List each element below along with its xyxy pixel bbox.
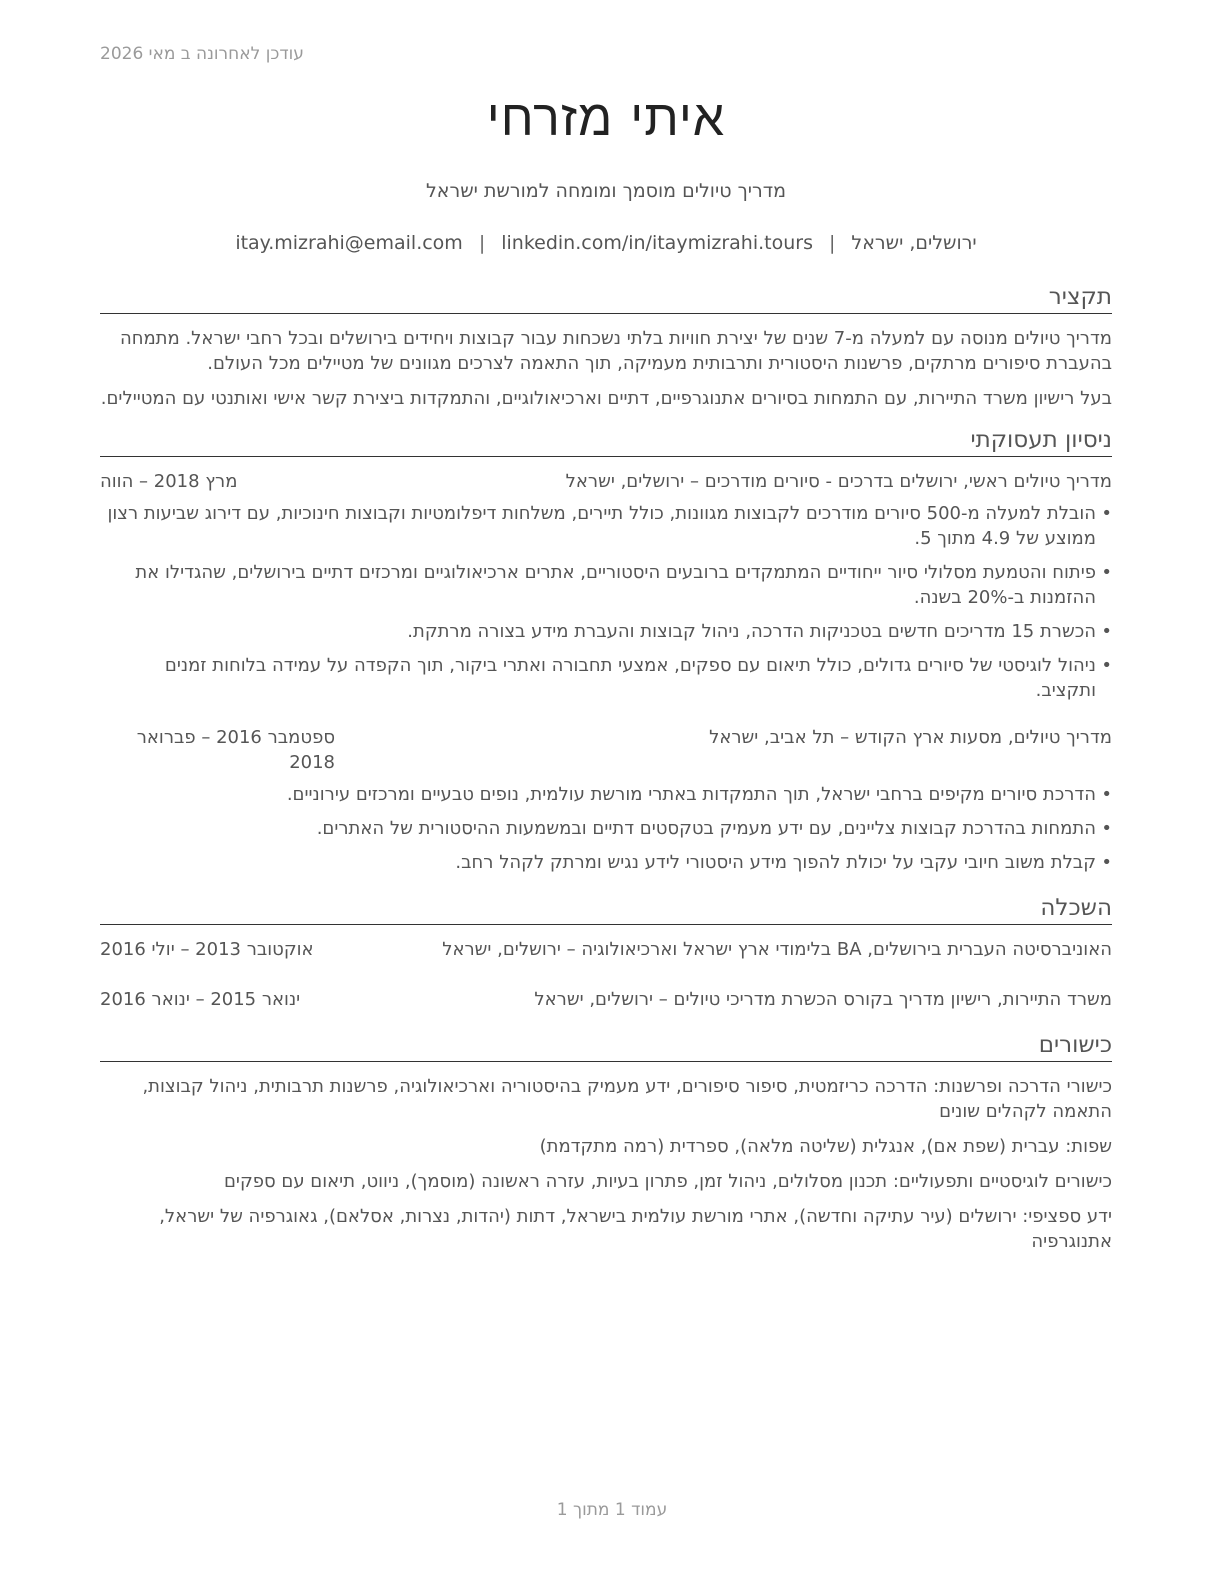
contact-location: ירושלים, ישראל [851, 232, 977, 254]
job-bullets [100, 501, 1112, 703]
job-bullet: • הדרכת סיורים מקיפים ברחבי ישראל, תוך התמקדות באתרי מורשת עולמית, נופים טבעיים ומרכזים עירוניים. [100, 782, 1112, 807]
skill-line: כישורי הדרכה ופרשנות: הדרכה כריזמטית, סיפור סיפורים, ידע מעמיק בהיסטוריה וארכיאולוגיה, פרשנות תרבותית, ניהול קבוצות, התאמה לקהלים שונים [142, 1076, 1112, 1122]
skill-line: כישורים לוגיסטיים ותפעוליים: תכנון מסלולים, ניהול זמן, פתרון בעיות, עזרה ראשונה (מוסמך), ניווט, תיאום עם ספקים [223, 1171, 1112, 1192]
candidate-name: איתי מזרחי [486, 89, 726, 147]
tagline: מדריך טיולים מוסמך ומומחה למורשת ישראל [425, 180, 787, 202]
education-item [100, 987, 1112, 1012]
education-dates: אוקטובר 2013 – יולי 2016 [100, 939, 314, 960]
contact-separator: | [828, 232, 836, 254]
education-dates: ינואר 2015 – ינואר 2016 [100, 989, 301, 1010]
job-dates [100, 725, 335, 775]
job-entry [100, 725, 1112, 875]
skill-line: ידע ספציפי: ירושלים (עיר עתיקה וחדשה), אתרי מורשת עולמית בישראל, דתות (יהדות, נצרות, אסלאם), גאוגרפיה של ישראל, אתנוגרפיה [159, 1206, 1112, 1252]
job-role: מדריך טיולים ראשי, ירושלים בדרכים - סיורים מודרכים – ירושלים, ישראל [565, 471, 1112, 492]
job-bullet: • הכשרת 15 מדריכים חדשים בטכניקות הדרכה, ניהול קבוצות והעברת מידע בצורה מרתקת. [100, 619, 1112, 644]
skill-line: שפות: עברית (שפת אם), אנגלית (שליטה מלאה), ספרדית (רמה מתקדמת) [539, 1136, 1112, 1157]
skills-section [100, 1030, 1112, 1254]
job-bullet: • התמחות בהדרכת קבוצות צליינים, עם ידע מעמיק בטקסטים דתיים ובמשמעות ההיסטורית של האתרים. [100, 816, 1112, 841]
contact-linkedin[interactable]: linkedin.com/in/itaymizrahi.tours [501, 232, 813, 254]
job-dates [100, 469, 335, 494]
job-bullet: • הובלת למעלה מ-500 סיורים מודרכים לקבוצות מגוונות, כולל תיירים, משלחות דיפלומטיות וקבוצות חינוכיות, עם דירוג שביעות רצון ממוצע של 4.9 מתוך 5. [100, 501, 1112, 551]
summary-paragraph: בעל רישיון משרד התיירות, עם התמחות בסיורים אתנוגרפיים, דתיים וארכיאולוגיים, והתמקדות ביצירת קשר אישי ואותנטי עם המטיילים. [100, 388, 1112, 409]
education-text: משרד התיירות, רישיון מדריך בקורס הכשרת מדריכי טיולים – ירושלים, ישראל [534, 989, 1112, 1010]
job-header [100, 469, 1112, 494]
education-section [100, 893, 1112, 1012]
section-title-experience: ניסיון תעסוקתי [100, 425, 1112, 457]
last-updated-note: עודכן לאחרונה ב מאי 2026 [100, 44, 304, 64]
job-dates-text: מרץ 2018 – הווה [100, 471, 238, 492]
contact-separator: | [478, 232, 486, 254]
job-dates-text: ספטמבר 2016 – פברואר 2018 [136, 727, 335, 773]
section-title-summary: תקציר [100, 282, 1112, 314]
education-text: האוניברסיטה העברית בירושלים, BA בלימודי ארץ ישראל וארכיאולוגיה – ירושלים, ישראל [442, 939, 1112, 960]
section-title-skills: כישורים [100, 1030, 1112, 1062]
job-bullet: • פיתוח והטמעת מסלולי סיור ייחודיים המתמקדים ברובעים היסטוריים, אתרים ארכיאולוגיים ומרכזים דתיים בירושלים, שהגדילו את ההזמנות ב-20% בשנה. [100, 560, 1112, 610]
contact-line [100, 232, 1112, 254]
job-bullet: • ניהול לוגיסטי של סיורים גדולים, כולל תיאום עם ספקים, אמצעי תחבורה ואתרי ביקור, תוך הקפדה על עמידה בלוחות זמנים ותקציב. [100, 653, 1112, 703]
summary-paragraph: מדריך טיולים מנוסה עם למעלה מ-7 שנים של יצירת חוויות בלתי נשכחות עבור קבוצות ויחידים בירושלים ובכל רחבי ישראל. מתמחה בהעברת סיפורים מרתקים, פרשנות היסטורית ותרבותית מעמיקה, תוך התאמה לצרכים מגוונים של מטיילים מכל העולם. [119, 328, 1112, 374]
job-header [100, 725, 1112, 775]
resume-page [100, 82, 1112, 1264]
experience-section [100, 425, 1112, 875]
page-number: עמוד 1 מתוך 1 [556, 1500, 668, 1520]
section-title-education: השכלה [100, 893, 1112, 925]
job-entry [100, 469, 1112, 703]
job-bullets [100, 782, 1112, 875]
job-role: מדריך טיולים, מסעות ארץ הקודש – תל אביב, ישראל [709, 727, 1112, 748]
contact-email[interactable]: itay.mizrahi@email.com [235, 232, 463, 254]
job-bullet: • קבלת משוב חיובי עקבי על יכולת להפוך מידע היסטורי לידע נגיש ומרתק לקהל רחב. [100, 850, 1112, 875]
summary-section [100, 282, 1112, 411]
education-item [100, 937, 1112, 962]
